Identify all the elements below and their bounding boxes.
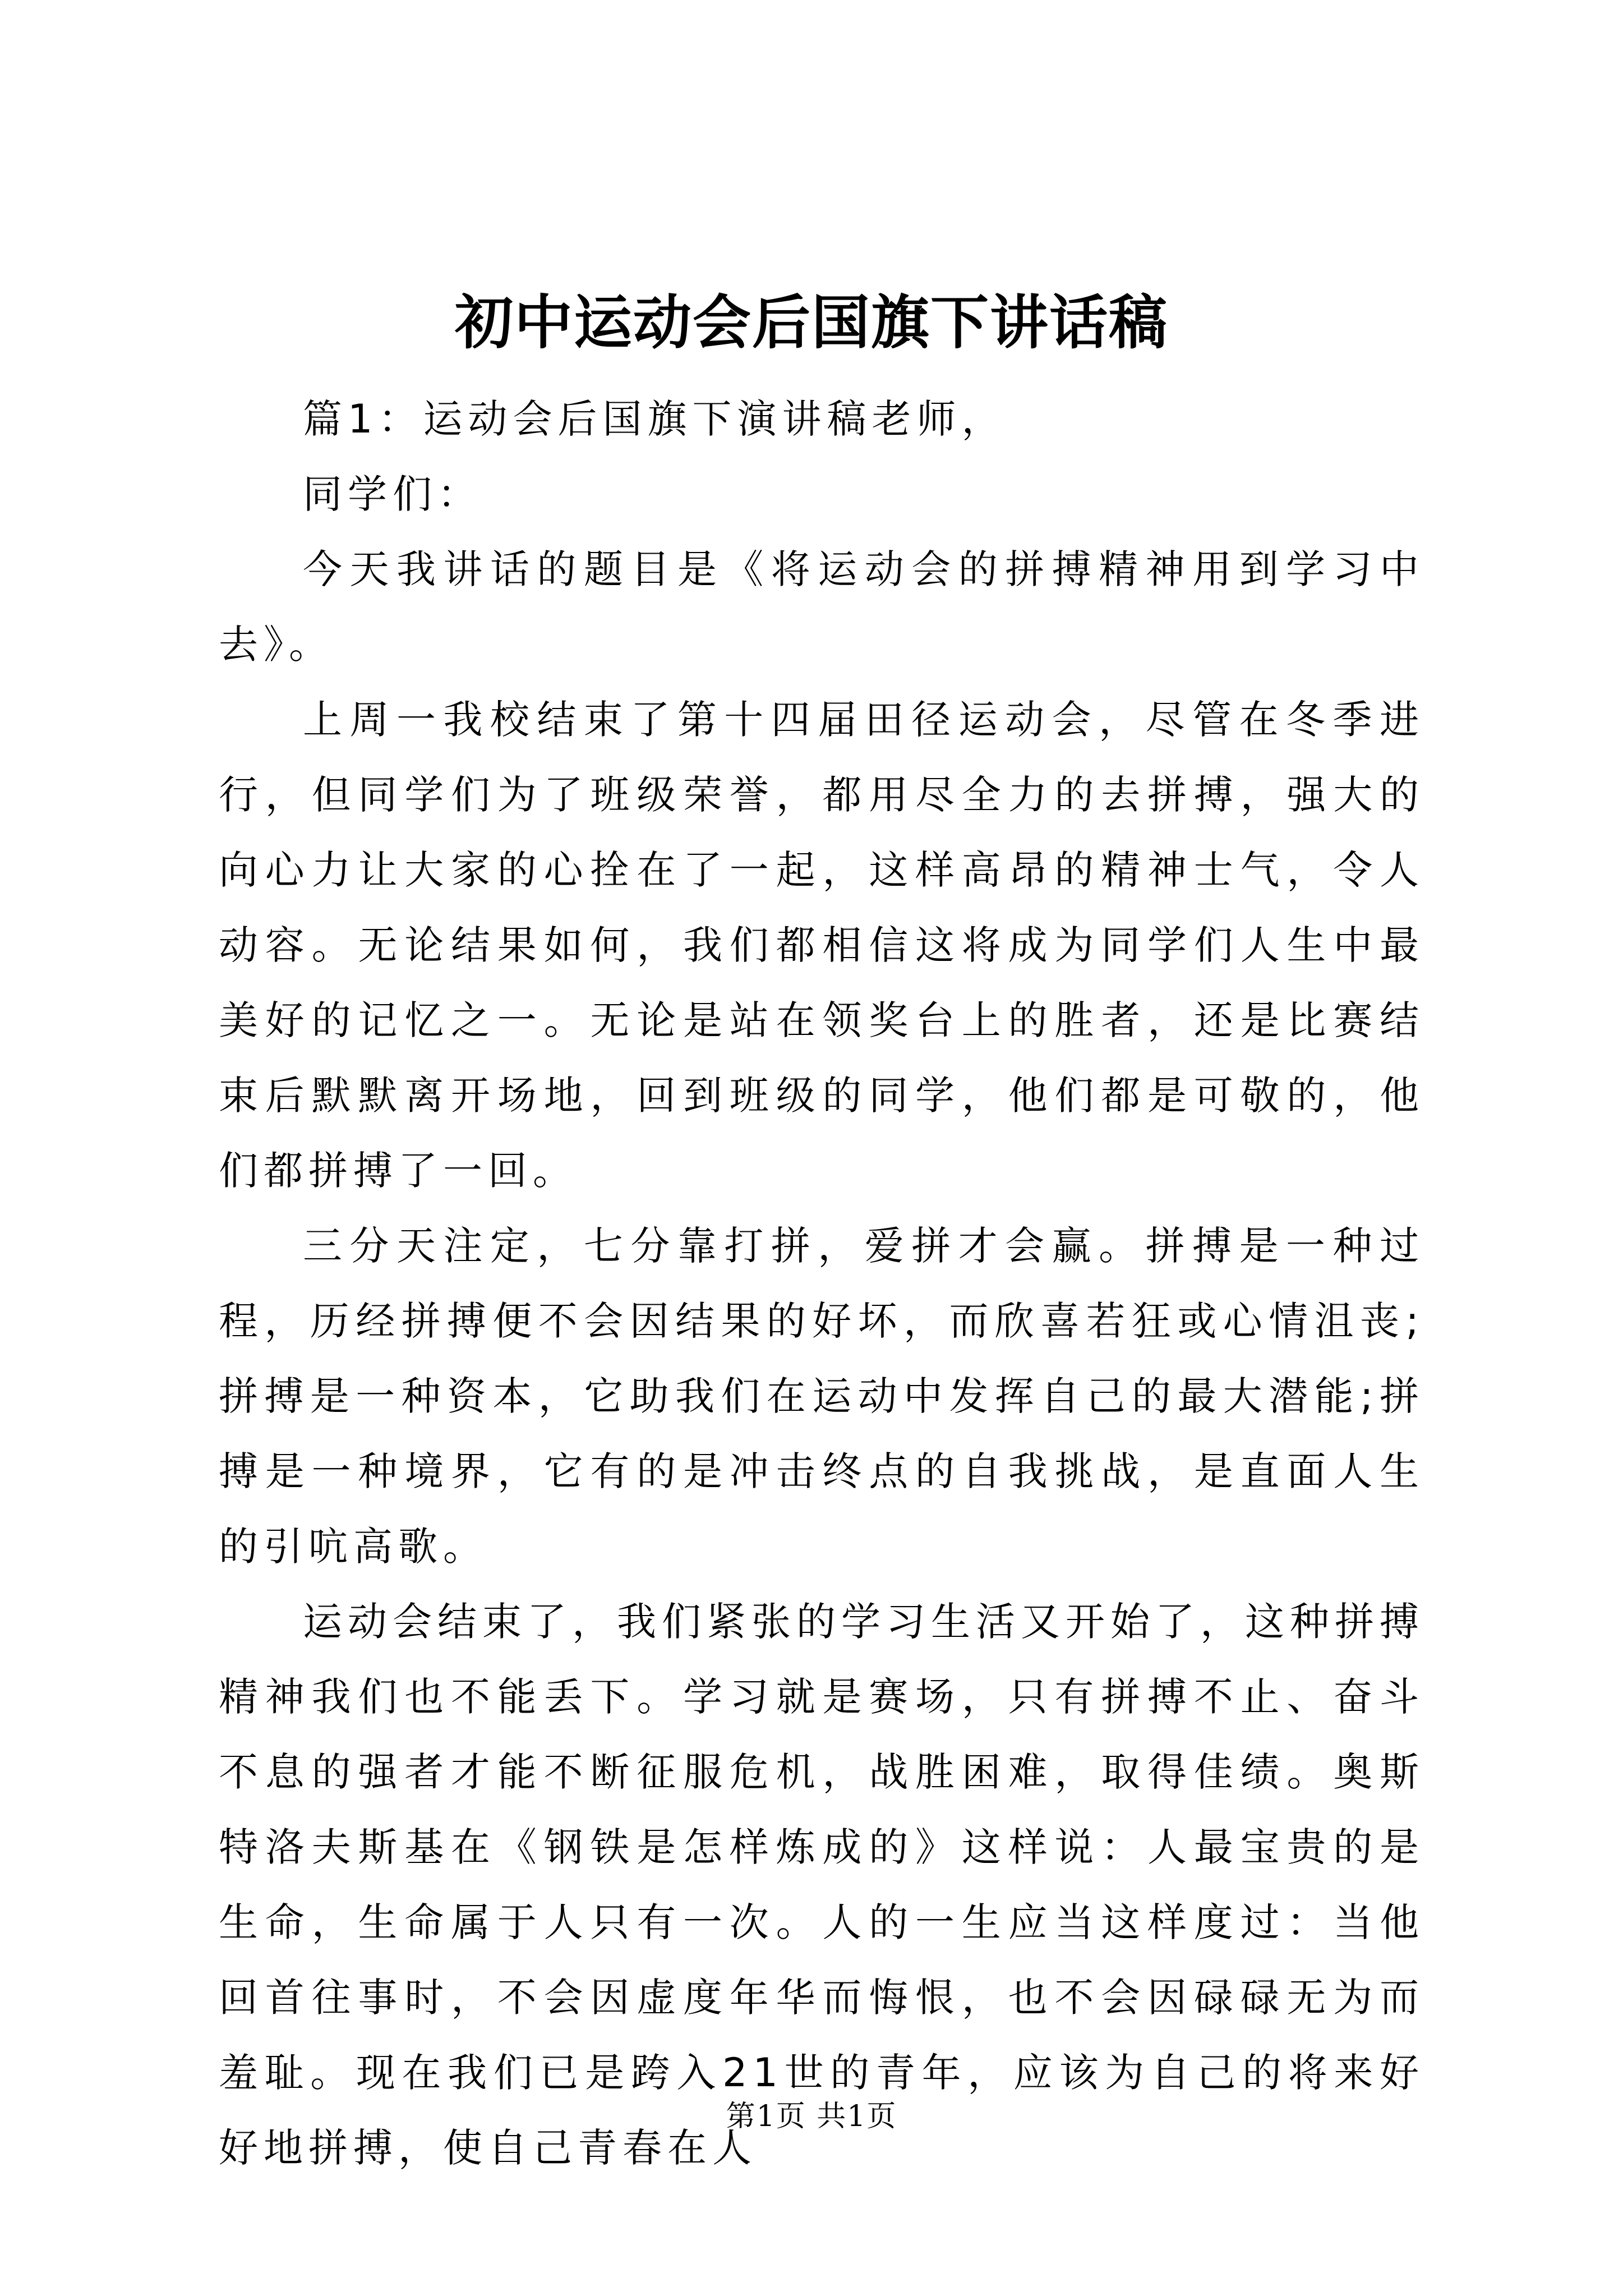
- paragraph-salutation: 同学们：: [303, 471, 482, 517]
- paragraph-striving: 三分天注定，七分靠打拼，爱拼才会赢。拼搏是一种过程，历经拼搏便不会因结果的好坏，而欣喜若狂或心情沮丧;拼搏是一种资本，它助我们在运动中发挥自己的最大潜能;拼搏是一种境界，它有的是冲击终点的自我挑战，是直面人生的引吭高歌。: [219, 1223, 1424, 1570]
- paragraph-study-spirit: 运动会结束了，我们紧张的学习生活又开始了，这种拼搏精神我们也不能丢下。学习就是赛场，只有拼搏不止、奋斗不息的强者才能不断征服危机，战胜困难，取得佳绩。奥斯特洛夫斯基在《钢铁是怎样炼成的》这样说：人最宝贵的是生命，生命属于人只有一次。人的一生应当这样度过：当他回首往事时，不会因虚度年华而悔恨，也不会因碌碌无为而羞耻。现在我们已是跨入21世的青年，应该为自己的将来好好地拼搏，使自己青春在人: [219, 1599, 1424, 2171]
- document-title: 初中运动会后国旗下讲话稿: [454, 288, 1168, 357]
- paragraph-topic: 今天我讲话的题目是《将运动会的拼搏精神用到学习中去》。: [219, 546, 1424, 668]
- document-body: [219, 381, 1424, 2185]
- paragraph-heading: 篇1：运动会后国旗下演讲稿老师，: [303, 396, 1007, 442]
- paragraph-sports-meet-recap: 上周一我校结束了第十四届田径运动会，尽管在冬季进行，但同学们为了班级荣誉，都用尽全力的去拼搏，强大的向心力让大家的心拴在了一起，这样高昂的精神士气，令人动容。无论结果如何，我们都相信这将成为同学们人生中最美好的记忆之一。无论是站在领奖台上的胜者，还是比赛结束后默默离开场地，回到班级的同学，他们都是可敬的，他们都拼搏了一回。: [219, 697, 1424, 1194]
- page-footer: 第1页 共1页: [726, 2100, 897, 2133]
